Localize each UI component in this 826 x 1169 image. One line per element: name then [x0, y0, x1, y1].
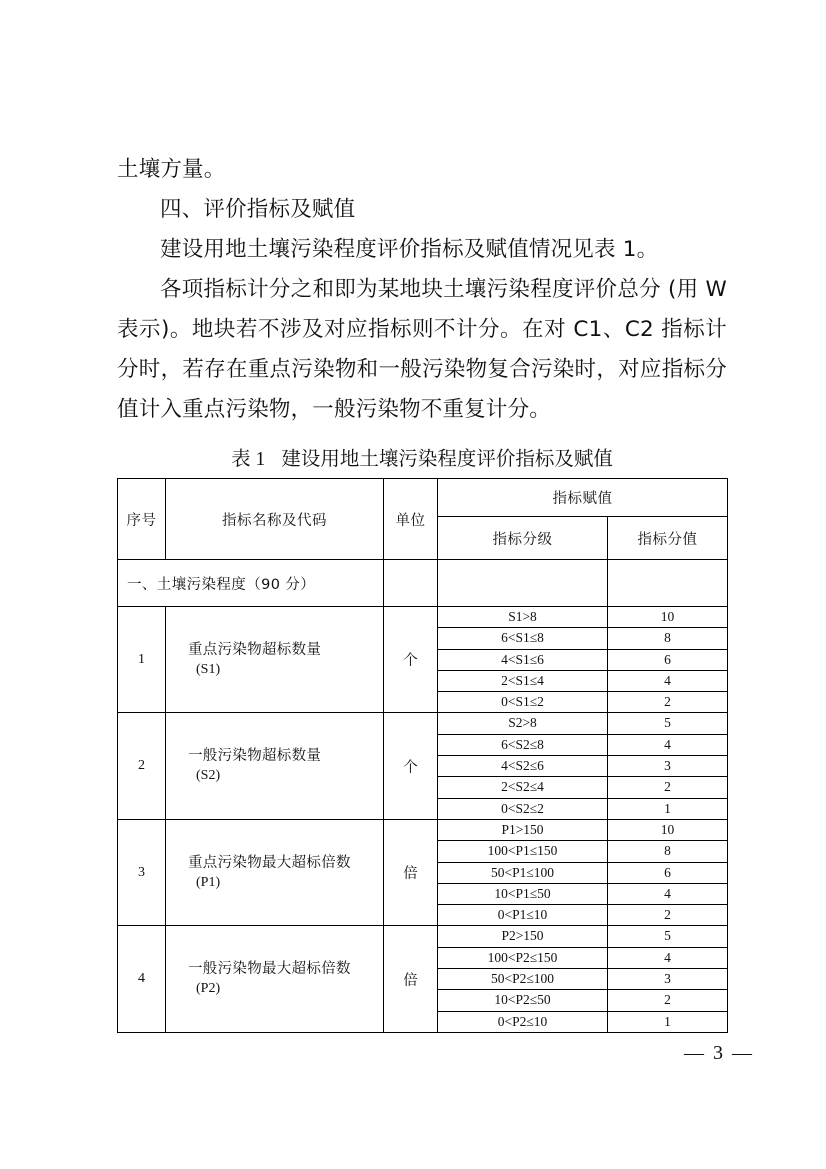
table-caption [117, 446, 727, 473]
table-row [118, 926, 728, 947]
header-unit: 单位 [384, 479, 438, 560]
score-cell: 2 [608, 777, 728, 798]
row-unit-1: 个 [384, 607, 438, 713]
row-code-4: (P2) [196, 981, 221, 997]
header-assignment: 指标赋值 [438, 479, 728, 517]
row-name-2 [166, 713, 384, 819]
score-cell: 2 [608, 692, 728, 713]
row-unit-4: 倍 [384, 926, 438, 1032]
row-name-4 [166, 926, 384, 1032]
section-heading-four: 四、评价指标及赋值 [160, 197, 356, 222]
row-seq-4: 4 [118, 926, 166, 1032]
row-seq-3: 3 [118, 819, 166, 925]
table-caption-label: 表 1 [231, 449, 266, 470]
row-name-text-4: 一般污染物最大超标倍数 [188, 961, 351, 978]
header-score: 指标分值 [608, 517, 728, 560]
score-cell: 8 [608, 628, 728, 649]
section-grade-blank [438, 560, 608, 607]
table-row [118, 607, 728, 628]
score-cell: 8 [608, 841, 728, 862]
grade-cell: 50<P2≤100 [438, 969, 608, 990]
table-caption-title: 建设用地土壤污染程度评价指标及赋值 [281, 447, 613, 470]
grade-cell: S1>8 [438, 607, 608, 628]
grade-cell: 6<S2≤8 [438, 734, 608, 755]
score-cell: 3 [608, 969, 728, 990]
row-code-1: (S1) [196, 661, 221, 677]
header-name-code: 指标名称及代码 [166, 479, 384, 560]
score-cell: 4 [608, 734, 728, 755]
score-cell: 5 [608, 713, 728, 734]
score-cell: 3 [608, 756, 728, 777]
row-name-text-3: 重点污染物最大超标倍数 [188, 854, 351, 871]
grade-cell: 0<P2≤10 [438, 1011, 608, 1032]
header-seq: 序号 [118, 479, 166, 560]
grade-cell: S2>8 [438, 713, 608, 734]
grade-cell: 0<P1≤10 [438, 905, 608, 926]
score-cell: 2 [608, 990, 728, 1011]
grade-cell: 10<P1≤50 [438, 883, 608, 904]
row-code-3: (P1) [196, 874, 221, 890]
grade-cell: 0<S1≤2 [438, 692, 608, 713]
paragraph-2: 建设用地土壤污染程度评价指标及赋值情况见表 1。 [160, 237, 659, 262]
table-header-row-1 [118, 479, 728, 517]
section-unit-blank [384, 560, 438, 607]
score-cell: 4 [608, 670, 728, 691]
row-code-2: (S2) [196, 768, 221, 784]
section-score-blank [608, 560, 728, 607]
row-seq-1: 1 [118, 607, 166, 713]
table-section-row [118, 560, 728, 607]
table-body [118, 560, 728, 1033]
row-unit-2: 个 [384, 713, 438, 819]
score-cell: 4 [608, 883, 728, 904]
grade-cell: 6<S1≤8 [438, 628, 608, 649]
paragraph-0: 土壤方量。 [117, 157, 226, 182]
score-cell: 6 [608, 862, 728, 883]
score-cell: 10 [608, 819, 728, 840]
grade-cell: P2>150 [438, 926, 608, 947]
section-label: 一、土壤污染程度（90 分） [118, 560, 384, 607]
row-name-text-1: 重点污染物超标数量 [188, 641, 322, 658]
row-seq-2: 2 [118, 713, 166, 819]
grade-cell: P1>150 [438, 819, 608, 840]
grade-cell: 2<S1≤4 [438, 670, 608, 691]
row-name-1 [166, 607, 384, 713]
row-name-text-2: 一般污染物超标数量 [188, 748, 322, 765]
grade-cell: 0<S2≤2 [438, 798, 608, 819]
score-cell: 10 [608, 607, 728, 628]
table-row [118, 713, 728, 734]
grade-cell: 2<S2≤4 [438, 777, 608, 798]
score-cell: 2 [608, 905, 728, 926]
score-cell: 1 [608, 1011, 728, 1032]
table-row [118, 819, 728, 840]
table-header [118, 479, 728, 560]
score-cell: 6 [608, 649, 728, 670]
score-cell: 5 [608, 926, 728, 947]
indicator-table-wrapper [117, 478, 727, 1033]
page-number: — 3 — [684, 1042, 754, 1064]
grade-cell: 100<P1≤150 [438, 841, 608, 862]
indicator-assignment-table [117, 478, 728, 1033]
score-cell: 4 [608, 947, 728, 968]
grade-cell: 4<S2≤6 [438, 756, 608, 777]
grade-cell: 10<P2≤50 [438, 990, 608, 1011]
grade-cell: 50<P1≤100 [438, 862, 608, 883]
paragraph-3: 各项指标计分之和即为某地块土壤污染程度评价总分 (用 W 表示)。地块若不涉及对应指标则不计分。在对 C1、C2 指标计分时，若存在重点污染物和一般污染物复合污染时，对应指标分值计入重点污染物，一般污染物不重复计分。 [117, 277, 727, 422]
grade-cell: 100<P2≤150 [438, 947, 608, 968]
row-name-3 [166, 819, 384, 925]
row-unit-3: 倍 [384, 819, 438, 925]
body-text-block [117, 150, 727, 430]
grade-cell: 4<S1≤6 [438, 649, 608, 670]
header-grade: 指标分级 [438, 517, 608, 560]
score-cell: 1 [608, 798, 728, 819]
